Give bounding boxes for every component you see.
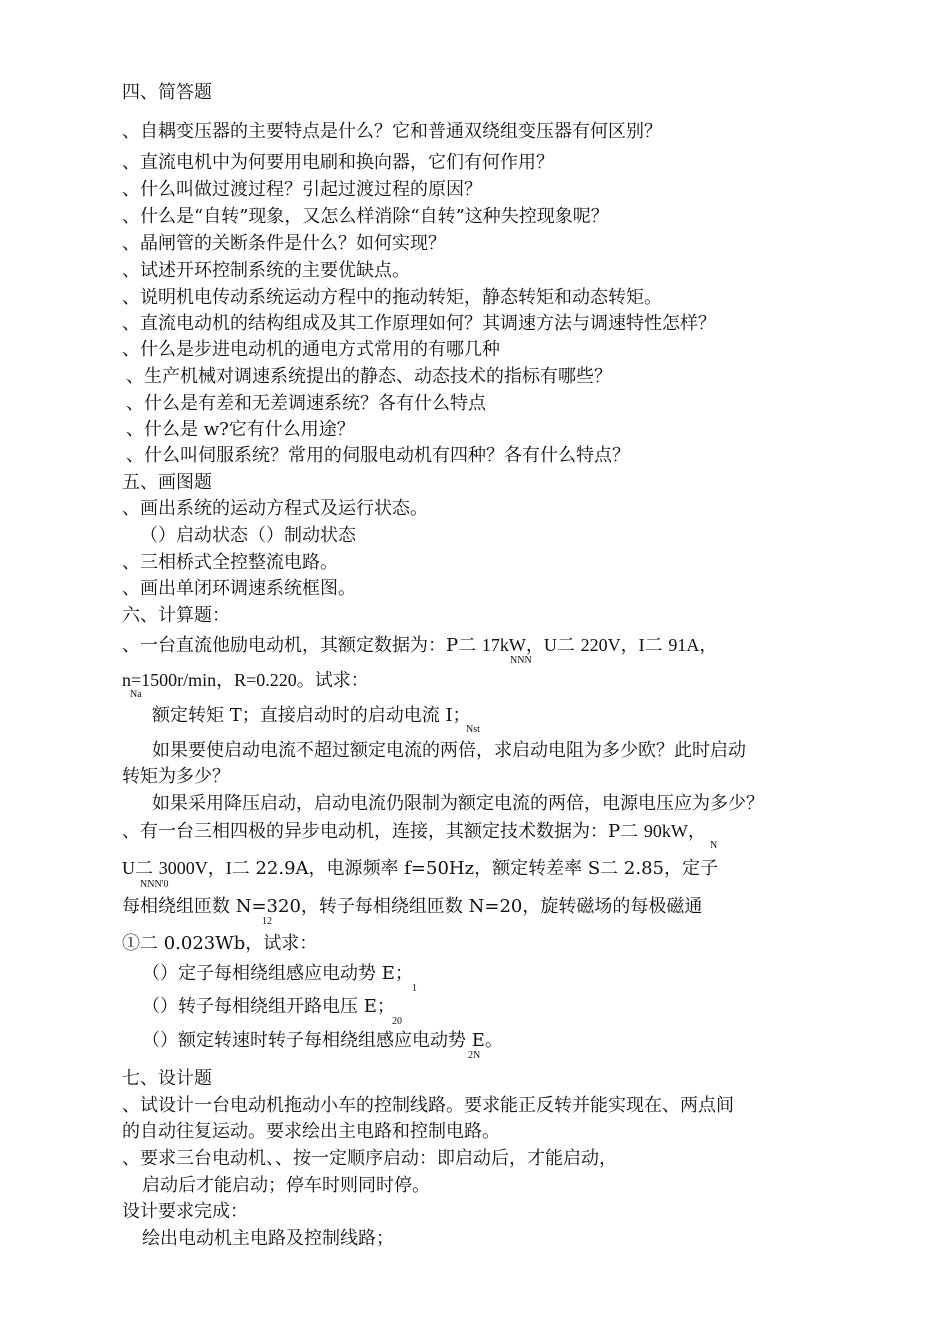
short-answer-item-12: 、什么是 w?它有什么用途？ [126, 419, 355, 440]
calc-q2-u-symbol: U [122, 858, 135, 878]
calc-q2-part-b: （）转子每相绕组开路电压 E； [142, 996, 395, 1017]
equals-glyph: 二 [644, 635, 663, 656]
equals-glyph: 二 [458, 635, 477, 656]
equals-glyph: 二 [556, 635, 575, 656]
equals-glyph: 二 [600, 858, 619, 879]
calc-q1-part-a: 额定转矩 T；直接启动时的启动电流 I； [152, 705, 471, 726]
short-answer-item-5: 、晶闸管的关断条件是什么？如何实现？ [122, 233, 446, 254]
short-answer-item-9: 、什么是步进电动机的通电方式常用的有哪几种 [122, 339, 500, 360]
calc-q1-subscript-2: Na [130, 689, 142, 700]
design-q2-line1: 、要求三台电动机、、按一定顺序启动：即启动后，才能启动， [122, 1148, 617, 1169]
design-requirements-heading: 设计要求完成： [122, 1201, 248, 1222]
short-answer-item-8: 、直流电动机的结构组成及其工作原理如何？其调速方法与调速特性怎样？ [122, 313, 716, 334]
calc-q1-value-voltage: 220V，I [580, 635, 645, 655]
section-heading-drawing: 五、画图题 [122, 472, 212, 493]
calc-q2-part-a: （）定子每相绕组感应电动势 E； [142, 963, 413, 984]
short-answer-item-2: 、直流电机中为何要用电刷和换向器，它们有何作用？ [122, 152, 554, 173]
calc-q1-subscript-3: Nst [466, 724, 480, 735]
calc-q2-subscript-a: 1 [412, 983, 417, 994]
calc-q1-line1 [122, 634, 717, 657]
calc-q1-line2: n=1500r/min，R=0.220。试求： [122, 670, 369, 690]
calc-q2-line1-text: 、有一台三相四极的异步电动机，连接，其额定技术数据为：P [122, 821, 621, 842]
section-heading-short-answer: 四、简答题 [122, 82, 212, 103]
calc-q2-value-slip: 2.85，定子 [623, 858, 718, 879]
calc-q2-subscript-2: NNN'0 [140, 879, 169, 890]
calc-q1-part-b-line1: 如果要使启动电流不超过额定电流的两倍，求启动电阻为多少欧？此时启动 [152, 740, 746, 761]
drawing-item-3: 、画出单闭环调速系统框图。 [122, 578, 356, 599]
drawing-item-2: 、三相桥式全控整流电路。 [122, 552, 338, 573]
calc-q2-line1 [122, 820, 706, 843]
design-q1-line2: 的自动往复运动。要求绘出主电路和控制电路。 [122, 1121, 500, 1142]
short-answer-item-11: 、什么是有差和无差调速系统？各有什么特点 [126, 393, 486, 414]
drawing-item-1: 、画出系统的运动方程式及运行状态。 [122, 498, 428, 519]
equals-glyph: 二 [231, 858, 250, 879]
calc-q2-subscript-c: 2N [468, 1050, 481, 1061]
calc-q1-subscript-1: NNN [510, 655, 532, 666]
equals-glyph: 二 [135, 858, 153, 879]
short-answer-item-6: 、试述开环控制系统的主要优缺点。 [122, 260, 410, 281]
short-answer-item-7: 、说明机电传动系统运动方程中的拖动转矩，静态转矩和动态转矩。 [122, 287, 662, 308]
calc-q2-value-current: 22.9A，电源频率 f=50Hz，额定转差率 S [255, 858, 601, 879]
calc-q2-line3: 每相绕组匝数 N=320，转子每相绕组匝数 N=20，旋转磁场的每极磁通 [122, 896, 703, 917]
calc-q1-part-c: 如果采用降压启动，启动电流仍限制为额定电流的两倍，电源电压应为多少？ [152, 793, 764, 814]
section-heading-design: 七、设计题 [122, 1068, 212, 1089]
calc-q2-line2 [122, 857, 718, 880]
short-answer-item-1: 、自耦变压器的主要特点是什么？它和普通双绕组变压器有何区别？ [122, 121, 662, 142]
calc-q1-part-b-line2: 转矩为多少？ [122, 766, 230, 787]
calc-q2-line4: ①二 0.023Wb，试求： [122, 933, 318, 954]
calc-q2-subscript-3: 12 [262, 916, 272, 927]
short-answer-item-10: 、生产机械对调速系统提出的静态、动态技术的指标有哪些？ [126, 366, 612, 387]
calc-q2-value-power: 90kW， [643, 821, 706, 841]
calc-q2-subscript-b: 20 [392, 1016, 402, 1027]
short-answer-item-4: 、什么是“自转”现象，又怎么样消除“自转”这种失控现象呢？ [122, 206, 609, 227]
calc-q2-subscript-1: N [710, 840, 718, 851]
drawing-item-1-states: （）启动状态（）制动状态 [140, 525, 356, 546]
section-heading-calculation: 六、计算题： [122, 605, 230, 626]
calc-q2-value-voltage: 3000V，I [158, 858, 232, 878]
short-answer-item-3: 、什么叫做过渡过程？引起过渡过程的原因？ [122, 179, 482, 200]
design-q2-line2: 启动后才能启动；停车时则同时停。 [142, 1175, 430, 1196]
calc-q1-line1-text: 、一台直流他励电动机，其额定数据为：P [122, 635, 459, 656]
calc-q1-value-current: 91A， [668, 635, 718, 655]
short-answer-item-13: 、什么叫伺服系统？常用的伺服电动机有四种？各有什么特点？ [126, 445, 630, 466]
calc-q1-value-power: 17kW，U [481, 635, 557, 655]
equals-glyph: 二 [620, 821, 639, 842]
design-requirement-1: 绘出电动机主电路及控制线路； [142, 1228, 394, 1249]
design-q1-line1: 、试设计一台电动机拖动小车的控制线路。要求能正反转并能实现在、两点间 [122, 1095, 734, 1116]
calc-q2-part-c: （）额定转速时转子每相绕组感应电动势 E。 [142, 1030, 503, 1051]
